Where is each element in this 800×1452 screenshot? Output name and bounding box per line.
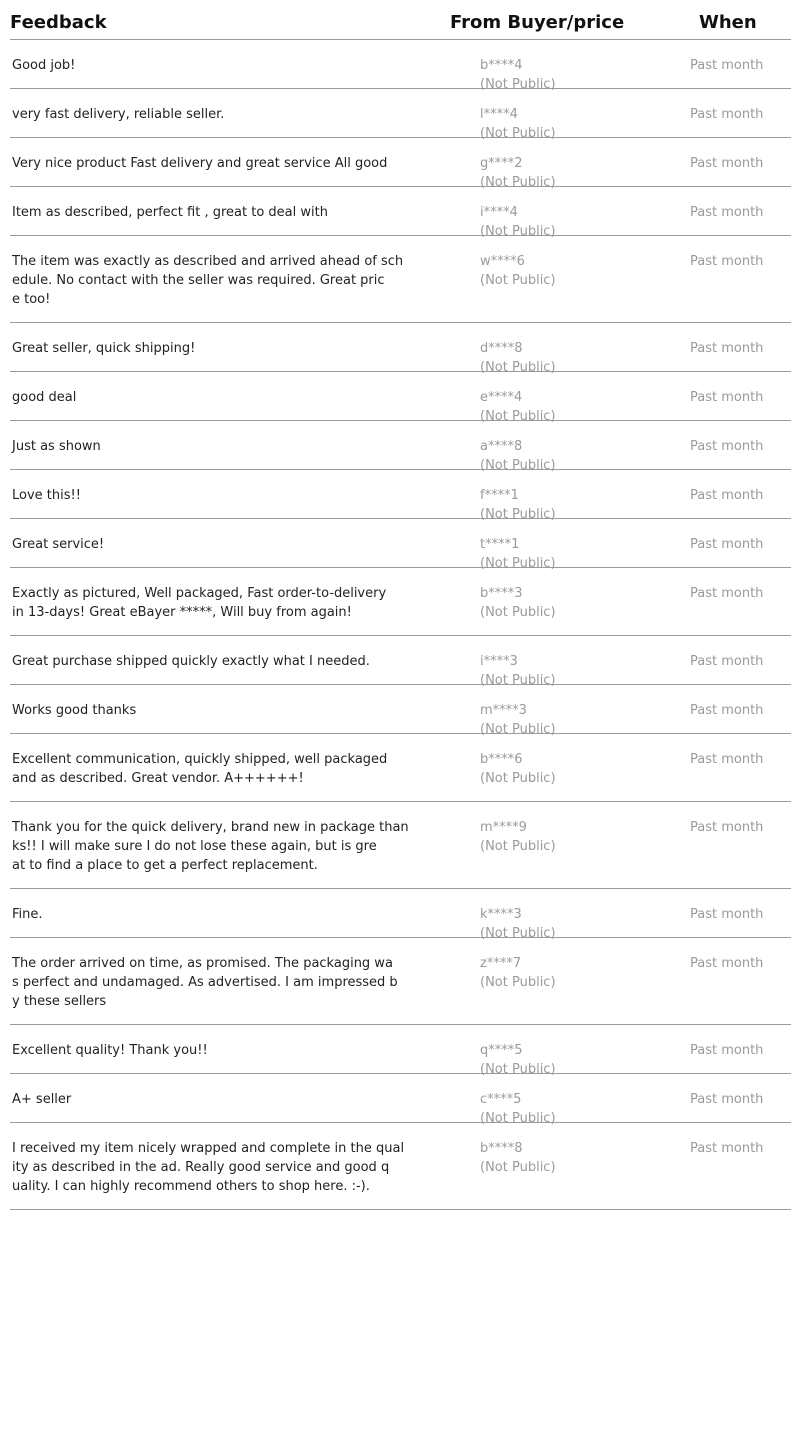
table-row (10, 187, 791, 239)
feedback-when: Past month (690, 1141, 764, 1156)
buyer-id: g****2 (480, 156, 523, 171)
buyer-id: w****6 (480, 254, 525, 269)
table-row (10, 1025, 791, 1077)
table-row (10, 40, 791, 92)
feedback-text: A+ seller (12, 1092, 72, 1107)
buyer-visibility: (Not Public) (480, 975, 556, 990)
buyer-cell (480, 750, 556, 788)
table-row (10, 470, 791, 522)
table-row (10, 1123, 791, 1210)
buyer-visibility: (Not Public) (480, 722, 556, 737)
table-row (10, 89, 791, 141)
buyer-cell (480, 584, 556, 622)
buyer-visibility: (Not Public) (480, 673, 556, 688)
feedback-text: Good job! (12, 58, 76, 73)
buyer-visibility: (Not Public) (480, 175, 556, 190)
feedback-text: Item as described, perfect fit , great to deal with (12, 205, 328, 220)
buyer-visibility: (Not Public) (480, 409, 556, 424)
feedback-when: Past month (690, 488, 764, 503)
feedback-text: Excellent quality! Thank you!! (12, 1043, 208, 1058)
table-row (10, 421, 791, 473)
table-row (10, 938, 791, 1025)
buyer-cell (480, 954, 556, 992)
buyer-id: l****4 (480, 107, 518, 122)
feedback-table (10, 0, 791, 1210)
buyer-cell (480, 818, 556, 856)
feedback-when: Past month (690, 439, 764, 454)
feedback-text: Great service! (12, 537, 105, 552)
feedback-when: Past month (690, 703, 764, 718)
buyer-visibility: (Not Public) (480, 605, 556, 620)
feedback-when: Past month (690, 1043, 764, 1058)
column-header-when: When (699, 12, 757, 33)
feedback-text: Just as shown (12, 439, 101, 454)
table-row (10, 734, 791, 802)
feedback-text: Fine. (12, 907, 43, 922)
buyer-id: i****4 (480, 205, 518, 220)
buyer-visibility: (Not Public) (480, 360, 556, 375)
column-header-feedback: Feedback (10, 12, 107, 33)
buyer-visibility: (Not Public) (480, 1062, 556, 1077)
feedback-text: Exactly as pictured, Well packaged, Fast order-to-delivery in 13-days! Great eBayer *****, Will buy from again! (12, 586, 387, 620)
column-header-buyer-price: From Buyer/price (450, 12, 625, 33)
feedback-text: Very nice product Fast delivery and great service All good (12, 156, 388, 171)
table-row (10, 889, 791, 941)
buyer-visibility: (Not Public) (480, 771, 556, 786)
feedback-text: Thank you for the quick delivery, brand new in package than ks!! I will make sure I do not lose these again, but is gre at to find a place to get a perfect replacement. (12, 820, 409, 873)
buyer-visibility: (Not Public) (480, 458, 556, 473)
buyer-id: f****1 (480, 488, 519, 503)
buyer-visibility: (Not Public) (480, 556, 556, 571)
feedback-text: Great seller, quick shipping! (12, 341, 196, 356)
buyer-id: q****5 (480, 1043, 523, 1058)
buyer-id: d****8 (480, 341, 523, 356)
buyer-visibility: (Not Public) (480, 77, 556, 92)
table-row (10, 519, 791, 571)
feedback-when: Past month (690, 58, 764, 73)
feedback-when: Past month (690, 956, 764, 971)
buyer-id: b****8 (480, 1141, 523, 1156)
buyer-visibility: (Not Public) (480, 1160, 556, 1175)
buyer-id: i****3 (480, 654, 518, 669)
feedback-text: Works good thanks (12, 703, 137, 718)
buyer-id: k****3 (480, 907, 522, 922)
feedback-when: Past month (690, 205, 764, 220)
feedback-when: Past month (690, 107, 764, 122)
feedback-when: Past month (690, 390, 764, 405)
table-row (10, 685, 791, 737)
table-row (10, 323, 791, 375)
table-header (10, 0, 791, 40)
feedback-text: Great purchase shipped quickly exactly what I needed. (12, 654, 370, 669)
buyer-id: b****3 (480, 586, 523, 601)
feedback-when: Past month (690, 654, 764, 669)
table-row (10, 1074, 791, 1126)
table-row (10, 802, 791, 889)
buyer-id: b****4 (480, 58, 523, 73)
table-row (10, 138, 791, 190)
feedback-when: Past month (690, 907, 764, 922)
feedback-text: The order arrived on time, as promised. The packaging wa s perfect and undamaged. As advertised. I am impressed b y these sellers (12, 956, 398, 1009)
buyer-id: e****4 (480, 390, 523, 405)
feedback-text: Excellent communication, quickly shipped, well packaged and as described. Great vendor. A++++++! (12, 752, 388, 786)
buyer-visibility: (Not Public) (480, 273, 556, 288)
feedback-when: Past month (690, 254, 764, 269)
buyer-cell (480, 1139, 556, 1177)
feedback-text: very fast delivery, reliable seller. (12, 107, 225, 122)
table-row (10, 568, 791, 636)
feedback-when: Past month (690, 1092, 764, 1107)
buyer-visibility: (Not Public) (480, 1111, 556, 1126)
buyer-visibility: (Not Public) (480, 507, 556, 522)
buyer-id: a****8 (480, 439, 523, 454)
buyer-visibility: (Not Public) (480, 839, 556, 854)
buyer-visibility: (Not Public) (480, 926, 556, 941)
table-row (10, 236, 791, 323)
buyer-id: t****1 (480, 537, 520, 552)
feedback-when: Past month (690, 752, 764, 767)
table-row (10, 372, 791, 424)
feedback-when: Past month (690, 586, 764, 601)
feedback-when: Past month (690, 820, 764, 835)
feedback-when: Past month (690, 156, 764, 171)
feedback-text: Love this!! (12, 488, 81, 503)
buyer-id: m****9 (480, 820, 527, 835)
buyer-id: b****6 (480, 752, 523, 767)
buyer-id: c****5 (480, 1092, 522, 1107)
feedback-text: good deal (12, 390, 77, 405)
buyer-visibility: (Not Public) (480, 224, 556, 239)
table-row (10, 636, 791, 688)
buyer-id: m****3 (480, 703, 527, 718)
feedback-text: The item was exactly as described and arrived ahead of sch edule. No contact with the seller was required. Great pric e too! (12, 254, 404, 307)
buyer-cell (480, 252, 556, 290)
buyer-id: z****7 (480, 956, 522, 971)
buyer-visibility: (Not Public) (480, 126, 556, 141)
feedback-text: I received my item nicely wrapped and complete in the qual ity as described in the ad. Really good service and good q uality. I can highly recommend others to shop here. :-). (12, 1141, 405, 1194)
feedback-when: Past month (690, 341, 764, 356)
feedback-when: Past month (690, 537, 764, 552)
